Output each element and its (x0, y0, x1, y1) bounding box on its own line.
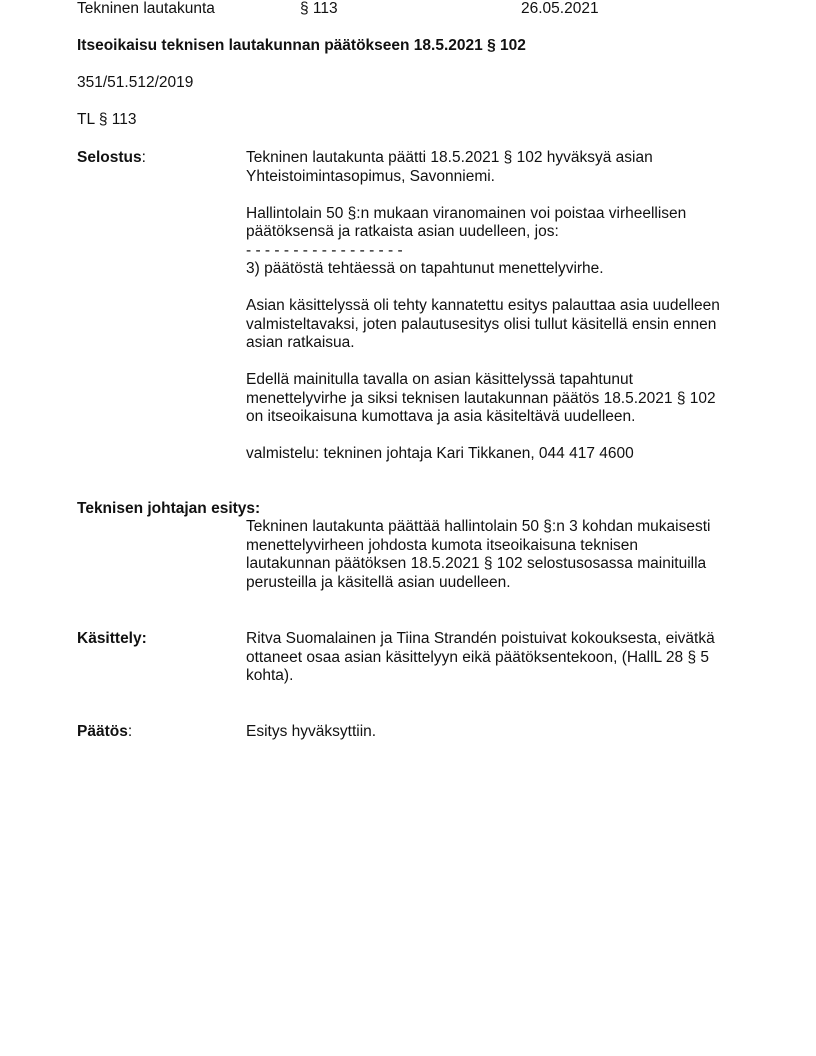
text-line: Yhteistoimintasopimus, Savonniemi. (246, 167, 495, 185)
header-section: § 113 (300, 0, 338, 17)
header-organ: Tekninen lautakunta (77, 0, 215, 17)
text-line: perusteilla ja käsitellä asian uudelleen. (246, 573, 511, 591)
text-line: Asian käsittelyssä oli tehty kannatettu esitys palauttaa asia uudelleen (246, 297, 720, 314)
text-line: asian ratkaisua. (246, 334, 355, 351)
text-line: valmistelu: tekninen johtaja Kari Tikkanen, 044 417 4600 (246, 445, 634, 462)
selostus-paragraph (246, 297, 766, 353)
selostus-paragraph (246, 205, 766, 279)
esitys-label: Teknisen johtajan esitys: (77, 500, 261, 517)
text-line: valmisteltavaksi, joten palautusesitys olisi tullut käsitellä ensin ennen (246, 315, 717, 333)
section-reference: TL § 113 (77, 111, 137, 128)
text-line: 3) päätöstä tehtäessä on tapahtunut menettelyvirhe. (246, 260, 604, 277)
esitys-paragraph (246, 518, 766, 592)
paatos-text: Esitys hyväksyttiin. (246, 723, 377, 740)
esitys-body (246, 518, 766, 592)
kasittely-body (246, 630, 766, 686)
document-title: Itseoikaisu teknisen lautakunnan päätökseen 18.5.2021 § 102 (77, 37, 526, 54)
text-line: menettelyvirheen johdosta kumota itseoikaisuna teknisen (246, 536, 639, 554)
selostus-body (246, 149, 766, 464)
text-line: on itseoikaisuna kumottava ja asia käsiteltävä uudelleen. (246, 408, 636, 425)
paatos-heading (77, 723, 132, 741)
selostus-paragraph (246, 149, 766, 186)
record-number: 351/51.512/2019 (77, 74, 194, 91)
selostus-label: Selostus (77, 149, 142, 166)
selostus-colon: : (141, 149, 146, 166)
kasittely-label: Käsittely: (77, 630, 147, 647)
text-line: päätöksensä ja ratkaista asian uudelleen, jos: (246, 223, 559, 240)
text-line: ottaneet osaa asian käsittelyyn eikä päätöksentekoon, (HallL 28 § 5 (246, 648, 710, 666)
selostus-heading (77, 149, 146, 167)
text-line: Hallintolain 50 §:n mukaan viranomainen voi poistaa virheellisen (246, 204, 687, 222)
text-line: lautakunnan päätöksen 18.5.2021 § 102 selostusosassa mainituilla (246, 555, 707, 572)
selostus-paragraph (246, 371, 766, 427)
text-line: kohta). (246, 667, 294, 684)
text-line: Tekninen lautakunta päätti 18.5.2021 § 102 hyväksyä asian (246, 149, 653, 166)
dash-separator: - - - - - - - - - - - - - - - - - (246, 241, 403, 259)
paatos-colon: : (127, 723, 133, 740)
text-line: Edellä mainitulla tavalla on asian käsittelyssä tapahtunut (246, 371, 633, 388)
text-line: Ritva Suomalainen ja Tiina Strandén poistuivat kokouksesta, eivätkä (246, 630, 715, 647)
kasittely-paragraph (246, 630, 766, 686)
paatos-label: Päätös (77, 723, 128, 740)
text-line: Tekninen lautakunta päättää hallintolain 50 §:n 3 kohdan mukaisesti (246, 518, 711, 535)
text-line: menettelyvirhe ja siksi teknisen lautakunnan päätös 18.5.2021 § 102 (246, 389, 716, 407)
selostus-preparer (246, 445, 766, 464)
header-date: 26.05.2021 (521, 0, 599, 17)
